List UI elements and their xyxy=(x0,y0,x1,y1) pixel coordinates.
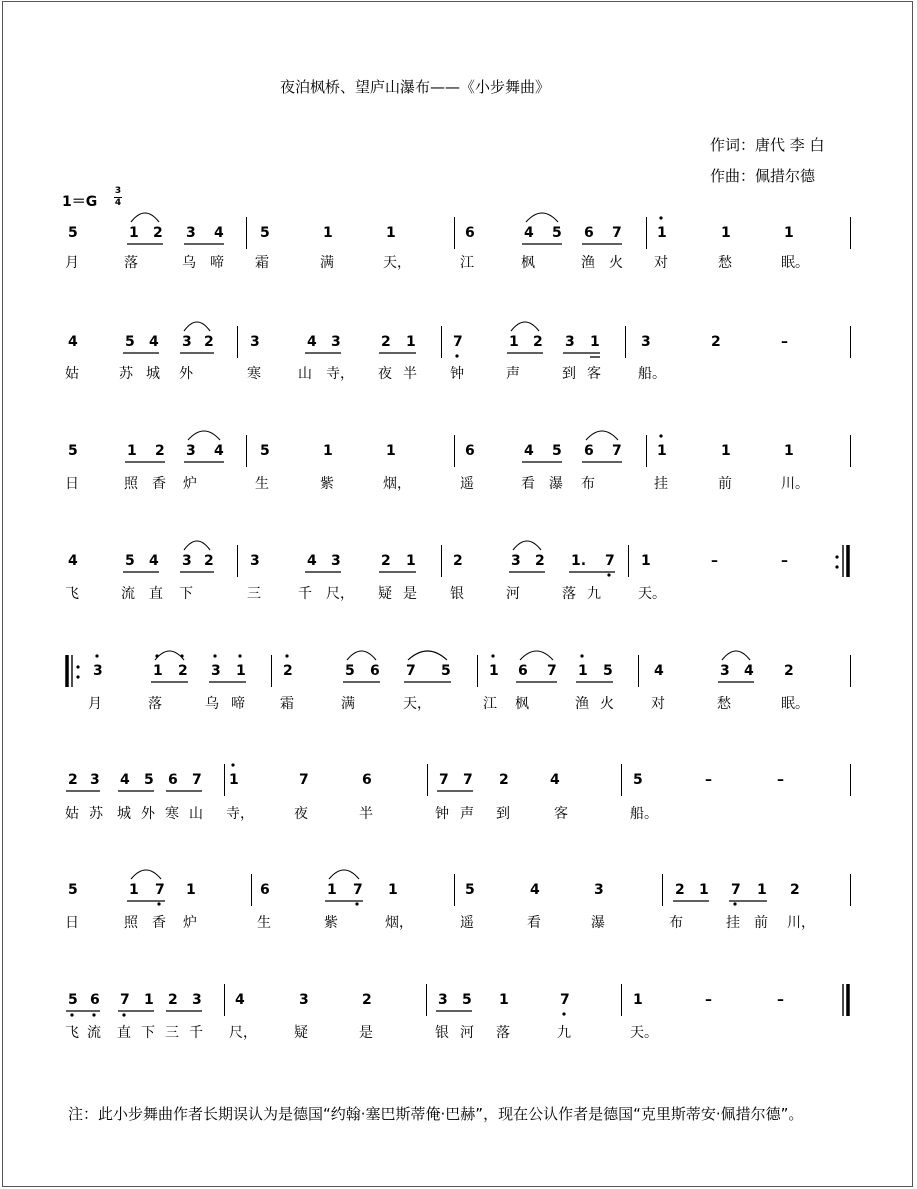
lyric-syllable: 川。 xyxy=(781,476,809,492)
note: 3 xyxy=(331,334,341,350)
lyric-syllable: 愁 xyxy=(717,696,731,712)
note: 1 xyxy=(323,443,333,459)
octave-dot xyxy=(231,763,234,766)
lyric-syllable: 飞 xyxy=(65,586,79,602)
lyric-syllable: 船。 xyxy=(630,806,658,822)
lyric-syllable: 天， xyxy=(403,696,431,712)
note: 4 xyxy=(214,225,224,241)
lyric-syllable: 山 xyxy=(189,806,203,822)
note: 4 xyxy=(524,225,534,241)
note: 5 xyxy=(68,225,78,241)
note: 4 xyxy=(214,443,224,459)
lyric-syllable: 下 xyxy=(141,1025,155,1041)
note: 1 xyxy=(578,663,588,679)
lyric-syllable: 姑 xyxy=(65,806,79,822)
lyric-syllable: 看 xyxy=(521,476,535,492)
note: 5 xyxy=(552,443,562,459)
note: 5 xyxy=(462,992,472,1008)
lyric-syllable: 河 xyxy=(506,586,520,602)
lyric-syllable: 瀑 xyxy=(549,476,563,492)
note: 3 xyxy=(250,553,260,569)
note: 7 xyxy=(192,772,202,788)
lyric-syllable: 渔 xyxy=(581,255,595,271)
repeat-dot xyxy=(76,675,79,678)
note: 3 xyxy=(720,663,730,679)
slur xyxy=(155,651,184,660)
lyric-syllable: 前 xyxy=(754,915,768,931)
note: 2 xyxy=(168,992,178,1008)
lyric-syllable: 炉 xyxy=(183,476,197,492)
lyric-syllable: 天。 xyxy=(630,1025,658,1041)
lyric-syllable: 船。 xyxy=(638,366,666,382)
lyric-syllable: 三 xyxy=(247,586,261,602)
note: 3 xyxy=(641,334,651,350)
note: 5 xyxy=(68,992,78,1008)
lyric-syllable: 前 xyxy=(718,476,732,492)
note: 5 xyxy=(345,663,355,679)
lyric-syllable: 半 xyxy=(359,806,373,822)
lyric-syllable: 遥 xyxy=(460,476,474,492)
note: 5 xyxy=(125,334,135,350)
note: 4 xyxy=(68,553,78,569)
slur xyxy=(347,651,376,660)
lyric-syllable: 千 xyxy=(189,1025,203,1041)
note: – xyxy=(705,992,712,1008)
note: 6 xyxy=(260,882,270,898)
note: 5 xyxy=(68,443,78,459)
note: 1 xyxy=(153,663,163,679)
note: 5 xyxy=(260,225,270,241)
lyric-syllable: 遥 xyxy=(460,915,474,931)
note: 2 xyxy=(68,772,78,788)
lyric-syllable: 枫 xyxy=(521,255,535,271)
note: 4 xyxy=(654,663,664,679)
time-signature-top: 3 xyxy=(114,186,122,196)
note: 1 xyxy=(509,334,519,350)
lyric-syllable: 天。 xyxy=(638,586,666,602)
note: – xyxy=(781,334,788,350)
note: 1 xyxy=(699,882,709,898)
lyric-syllable: 眠。 xyxy=(781,255,809,271)
note: 2 xyxy=(784,663,794,679)
lyric-syllable: 看 xyxy=(527,915,541,931)
lyric-syllable: 乌 xyxy=(182,255,196,271)
note: 1 xyxy=(144,992,154,1008)
note: 1 xyxy=(721,443,731,459)
octave-dot xyxy=(580,654,583,657)
octave-dot xyxy=(455,354,458,357)
lyric-syllable: 挂 xyxy=(726,915,740,931)
slur xyxy=(408,651,447,660)
slur xyxy=(131,870,161,879)
note: – xyxy=(781,553,788,569)
lyric-syllable: 钟 xyxy=(435,806,449,822)
lyric-syllable: 夜 xyxy=(378,366,392,382)
lyric-syllable: 九 xyxy=(587,586,601,602)
repeat-dot xyxy=(835,555,838,558)
note: 2 xyxy=(381,553,391,569)
note: 4 xyxy=(68,334,78,350)
lyric-syllable: 啼 xyxy=(210,255,224,271)
song-title: 夜泊枫桥、望庐山瀑布——《小步舞曲》 xyxy=(280,78,551,96)
note: 1 xyxy=(386,443,396,459)
slur xyxy=(184,541,210,550)
note: 3 xyxy=(211,663,221,679)
note: 4 xyxy=(524,443,534,459)
note: 6 xyxy=(584,443,594,459)
note: 7 xyxy=(406,663,416,679)
lyric-syllable: 尺， xyxy=(229,1025,257,1041)
note: 3 xyxy=(186,225,196,241)
note: 6 xyxy=(518,663,528,679)
note: 7 xyxy=(299,772,309,788)
note: 2 xyxy=(204,553,214,569)
lyric-syllable: 对 xyxy=(654,255,668,271)
note: 6 xyxy=(465,225,475,241)
lyric-syllable: 寒 xyxy=(247,366,261,382)
note: 7 xyxy=(463,772,473,788)
note: 1. xyxy=(571,553,587,569)
octave-dot xyxy=(659,434,662,437)
note: 1 xyxy=(186,882,196,898)
composer-credit: 作曲：佩措尔德 xyxy=(710,167,816,185)
slur xyxy=(329,870,359,879)
note: 1 xyxy=(633,992,643,1008)
note: 7 xyxy=(155,882,165,898)
note: 3 xyxy=(90,772,100,788)
lyric-syllable: 落 xyxy=(562,586,576,602)
note: 3 xyxy=(438,992,448,1008)
lyric-syllable: 三 xyxy=(165,1025,179,1041)
octave-dot xyxy=(355,902,358,905)
note: 4 xyxy=(744,663,754,679)
octave-dot xyxy=(733,902,736,905)
slur xyxy=(520,651,553,660)
note: 2 xyxy=(711,334,721,350)
lyric-syllable: 直 xyxy=(149,586,163,602)
note: 7 xyxy=(560,992,570,1008)
note: 2 xyxy=(381,334,391,350)
lyric-syllable: 银 xyxy=(450,586,464,602)
note: 5 xyxy=(144,772,154,788)
lyric-syllable: 火 xyxy=(600,696,614,712)
lyric-syllable: 飞 xyxy=(65,1025,79,1041)
lyric-syllable: 声 xyxy=(460,806,474,822)
lyric-syllable: 香 xyxy=(152,476,166,492)
note: 1 xyxy=(127,443,137,459)
note: – xyxy=(777,992,784,1008)
note: 3 xyxy=(565,334,575,350)
slur xyxy=(526,213,558,222)
lyric-syllable: 月 xyxy=(65,255,79,271)
lyric-syllable: 城 xyxy=(117,806,131,822)
note: 1 xyxy=(641,553,651,569)
note: 2 xyxy=(790,882,800,898)
lyric-syllable: 生 xyxy=(257,915,271,931)
note: 7 xyxy=(612,225,622,241)
note: 2 xyxy=(155,443,165,459)
lyric-syllable: 布 xyxy=(669,915,683,931)
repeat-dot xyxy=(76,665,79,668)
note: – xyxy=(705,772,712,788)
lyricist-credit: 作词：唐代 李 白 xyxy=(710,136,825,154)
note: 6 xyxy=(362,772,372,788)
note: 2 xyxy=(204,334,214,350)
lyric-syllable: 客 xyxy=(554,806,568,822)
note: 1 xyxy=(721,225,731,241)
lyric-syllable: 紫 xyxy=(324,915,338,931)
note: 1 xyxy=(129,225,139,241)
lyric-syllable: 江 xyxy=(460,255,474,271)
octave-dot xyxy=(95,654,98,657)
octave-dot xyxy=(285,654,288,657)
lyric-syllable: 直 xyxy=(117,1025,131,1041)
lyric-syllable: 照 xyxy=(124,476,138,492)
octave-dot xyxy=(659,216,662,219)
slur xyxy=(511,322,539,331)
note: 5 xyxy=(552,225,562,241)
note: 1 xyxy=(236,663,246,679)
lyric-syllable: 九 xyxy=(557,1025,571,1041)
lyric-syllable: 对 xyxy=(651,696,665,712)
note: 2 xyxy=(535,553,545,569)
lyric-syllable: 声 xyxy=(506,366,520,382)
lyric-syllable: 苏 xyxy=(119,366,133,382)
lyric-syllable: 眠。 xyxy=(781,696,809,712)
lyric-syllable: 生 xyxy=(255,476,269,492)
note: 6 xyxy=(465,443,475,459)
note: 1 xyxy=(784,443,794,459)
lyric-syllable: 日 xyxy=(65,476,79,492)
note: 1 xyxy=(388,882,398,898)
note: 4 xyxy=(120,772,130,788)
lyric-syllable: 姑 xyxy=(65,366,79,382)
slur xyxy=(184,322,210,331)
octave-dot xyxy=(92,1013,95,1016)
note: 6 xyxy=(584,225,594,241)
lyric-syllable: 烟， xyxy=(385,915,413,931)
lyric-syllable: 烟， xyxy=(383,476,411,492)
note: 1 xyxy=(406,334,416,350)
lyric-syllable: 枫 xyxy=(515,696,529,712)
lyric-syllable: 是 xyxy=(359,1025,373,1041)
lyric-syllable: 流 xyxy=(121,586,135,602)
note: 7 xyxy=(453,334,463,350)
note: 1 xyxy=(323,225,333,241)
repeat-dot xyxy=(835,565,838,568)
lyric-syllable: 霜 xyxy=(255,255,269,271)
slur xyxy=(586,431,618,440)
slur xyxy=(131,213,159,222)
note: 3 xyxy=(511,553,521,569)
note: 5 xyxy=(441,663,451,679)
note: 2 xyxy=(675,882,685,898)
note: 5 xyxy=(68,882,78,898)
lyric-syllable: 江 xyxy=(483,696,497,712)
note: 3 xyxy=(93,663,103,679)
note: 3 xyxy=(182,553,192,569)
note: 7 xyxy=(605,553,615,569)
octave-dot xyxy=(238,654,241,657)
octave-dot xyxy=(157,902,160,905)
note: 1 xyxy=(657,443,667,459)
note: 7 xyxy=(439,772,449,788)
octave-dot xyxy=(491,654,494,657)
note: 1 xyxy=(489,663,499,679)
lyric-syllable: 疑 xyxy=(294,1025,308,1041)
note: 5 xyxy=(465,882,475,898)
lyric-syllable: 火 xyxy=(609,255,623,271)
lyric-syllable: 川， xyxy=(787,915,815,931)
note: 2 xyxy=(178,663,188,679)
lyric-syllable: 银 xyxy=(435,1025,449,1041)
note: 4 xyxy=(149,334,159,350)
lyric-syllable: 外 xyxy=(141,806,155,822)
note: 3 xyxy=(331,553,341,569)
lyric-syllable: 愁 xyxy=(718,255,732,271)
lyric-syllable: 挂 xyxy=(654,476,668,492)
lyric-syllable: 是 xyxy=(403,586,417,602)
lyric-syllable: 瀑 xyxy=(591,915,605,931)
lyric-syllable: 下 xyxy=(179,586,193,602)
note: 3 xyxy=(299,992,309,1008)
lyric-syllable: 尺， xyxy=(326,586,354,602)
lyric-syllable: 落 xyxy=(148,696,162,712)
lyric-syllable: 到 xyxy=(496,806,510,822)
lyric-syllable: 满 xyxy=(320,255,334,271)
octave-dot xyxy=(607,573,610,576)
slur xyxy=(513,541,541,550)
note: 2 xyxy=(153,225,163,241)
note: 3 xyxy=(192,992,202,1008)
note: 1 xyxy=(229,772,239,788)
slur xyxy=(722,651,750,660)
note: 1 xyxy=(590,334,600,350)
octave-dot xyxy=(122,1013,125,1016)
note: 4 xyxy=(550,772,560,788)
lyric-syllable: 落 xyxy=(124,255,138,271)
footnote: 注：此小步舞曲作者长期误认为是德国“约翰·塞巴斯蒂俺·巴赫”，现在公认作者是德国“克里斯蒂安·佩措尔德”。 xyxy=(68,1105,804,1123)
lyric-syllable: 霜 xyxy=(280,696,294,712)
lyric-syllable: 寺， xyxy=(226,806,254,822)
note: 1 xyxy=(757,882,767,898)
note: 7 xyxy=(353,882,363,898)
note: 7 xyxy=(547,663,557,679)
note: 3 xyxy=(594,882,604,898)
lyric-syllable: 城 xyxy=(146,366,160,382)
note: – xyxy=(711,553,718,569)
note: 1 xyxy=(327,882,337,898)
lyric-syllable: 客 xyxy=(587,366,601,382)
lyric-syllable: 香 xyxy=(152,915,166,931)
lyric-syllable: 乌 xyxy=(205,696,219,712)
note: 4 xyxy=(530,882,540,898)
note: 2 xyxy=(362,992,372,1008)
note: 7 xyxy=(731,882,741,898)
time-signature-bottom: 4 xyxy=(114,198,122,208)
note: 1 xyxy=(386,225,396,241)
note: 4 xyxy=(307,334,317,350)
lyric-syllable: 满 xyxy=(341,696,355,712)
lyric-syllable: 日 xyxy=(65,915,79,931)
lyric-syllable: 外 xyxy=(179,366,193,382)
note: 4 xyxy=(149,553,159,569)
lyric-syllable: 苏 xyxy=(89,806,103,822)
lyric-syllable: 照 xyxy=(124,915,138,931)
note: 6 xyxy=(90,992,100,1008)
lyric-syllable: 落 xyxy=(496,1025,510,1041)
octave-dot xyxy=(213,654,216,657)
note: 6 xyxy=(370,663,380,679)
note: 2 xyxy=(533,334,543,350)
note: 4 xyxy=(307,553,317,569)
lyric-syllable: 疑 xyxy=(378,586,392,602)
lyric-syllable: 到 xyxy=(562,366,576,382)
note: 7 xyxy=(612,443,622,459)
note: 5 xyxy=(125,553,135,569)
lyric-syllable: 渔 xyxy=(575,696,589,712)
lyric-syllable: 天， xyxy=(383,255,411,271)
octave-dot xyxy=(70,1013,73,1016)
note: 7 xyxy=(120,992,130,1008)
octave-dot xyxy=(180,654,183,657)
note: 3 xyxy=(186,443,196,459)
note: 1 xyxy=(657,225,667,241)
slur xyxy=(188,431,220,440)
note: 1 xyxy=(406,553,416,569)
lyric-syllable: 钟 xyxy=(450,366,464,382)
note: – xyxy=(777,772,784,788)
lyric-syllable: 寺， xyxy=(326,366,354,382)
lyric-syllable: 寒 xyxy=(165,806,179,822)
lyric-syllable: 紫 xyxy=(320,476,334,492)
note: 2 xyxy=(453,553,463,569)
lyric-syllable: 半 xyxy=(403,366,417,382)
lyric-syllable: 夜 xyxy=(294,806,308,822)
note: 3 xyxy=(182,334,192,350)
note: 2 xyxy=(499,772,509,788)
note: 5 xyxy=(260,443,270,459)
key-signature: 1＝G xyxy=(62,194,98,210)
lyric-syllable: 流 xyxy=(87,1025,101,1041)
note: 5 xyxy=(603,663,613,679)
note: 3 xyxy=(250,334,260,350)
note: 2 xyxy=(283,663,293,679)
lyric-syllable: 千 xyxy=(298,586,312,602)
lyric-syllable: 布 xyxy=(581,476,595,492)
lyric-syllable: 炉 xyxy=(183,915,197,931)
note: 1 xyxy=(129,882,139,898)
lyric-syllable: 山 xyxy=(298,366,312,382)
octave-dot xyxy=(562,1012,565,1015)
note: 4 xyxy=(235,992,245,1008)
note: 6 xyxy=(168,772,178,788)
lyric-syllable: 月 xyxy=(88,696,102,712)
lyric-syllable: 啼 xyxy=(231,696,245,712)
note: 1 xyxy=(499,992,509,1008)
lyric-syllable: 河 xyxy=(460,1025,474,1041)
note: 5 xyxy=(633,772,643,788)
note: 1 xyxy=(784,225,794,241)
octave-dot xyxy=(155,654,158,657)
